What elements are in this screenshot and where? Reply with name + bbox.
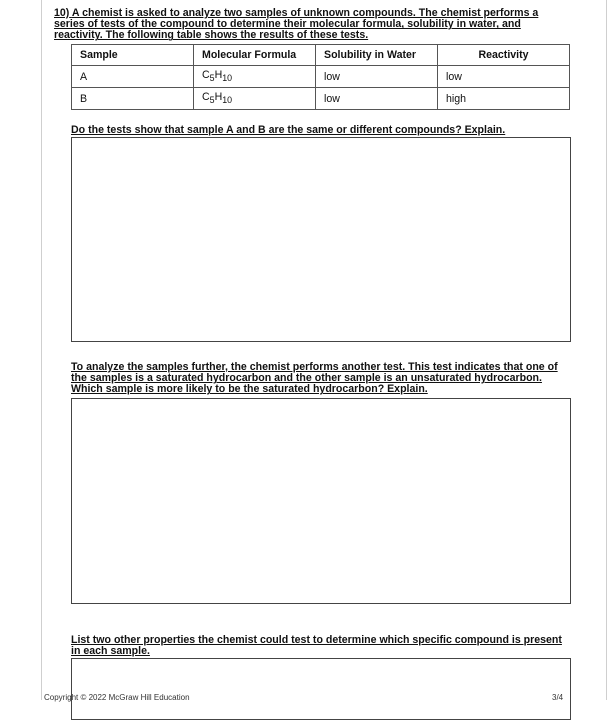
answer-box-3[interactable] xyxy=(71,658,571,720)
cell-formula: $C_5H_{10}$ xyxy=(194,88,316,110)
results-table xyxy=(71,44,570,110)
cell-formula: $C_5H_{10}$ xyxy=(194,66,316,88)
cell-reactivity: high xyxy=(438,88,570,110)
prompt-saturated-hydrocarbon: To analyze the samples further, the chemist performs another test. This test indicates that one of the samples is a saturated hydrocarbon and the other sample is an unsaturated hydrocarbon. Which sample is more likely to be the saturated hydrocarbon? Explain. xyxy=(71,361,558,396)
cell-solubility: low xyxy=(316,88,438,110)
table-header-row xyxy=(72,45,570,66)
footer-copyright: Copyright © 2022 McGraw Hill Education xyxy=(44,693,190,702)
table-row xyxy=(72,66,570,88)
table-row xyxy=(72,88,570,110)
header-sample: Sample xyxy=(72,45,194,66)
cell-solubility: low xyxy=(316,66,438,88)
answer-box-2[interactable] xyxy=(71,398,571,604)
question-number: 10) xyxy=(54,7,70,19)
header-solubility: Solubility in Water xyxy=(316,45,438,66)
footer-page-number: 3/4 xyxy=(552,693,564,702)
page-left-edge xyxy=(41,0,42,700)
page-right-edge xyxy=(606,0,607,700)
header-molecular-formula: Molecular Formula xyxy=(194,45,316,66)
prompt-other-properties: List two other properties the chemist could test to determine which specific compound is present in each sample. xyxy=(71,634,562,658)
question-10 xyxy=(54,8,569,42)
cell-reactivity: low xyxy=(438,66,570,88)
cell-sample: A xyxy=(72,66,194,88)
answer-box-1[interactable] xyxy=(71,137,571,342)
prompt-same-or-different: Do the tests show that sample A and B are the same or different compounds? Explain. xyxy=(71,124,506,136)
cell-sample: B xyxy=(72,88,194,110)
header-reactivity: Reactivity xyxy=(438,45,570,66)
question-text: A chemist is asked to analyze two samples of unknown compounds. The chemist performs a series of tests of the compound to determine their molecular formula, solubility in water, and reactivity. The following table shows the results of these tests. xyxy=(54,7,539,42)
